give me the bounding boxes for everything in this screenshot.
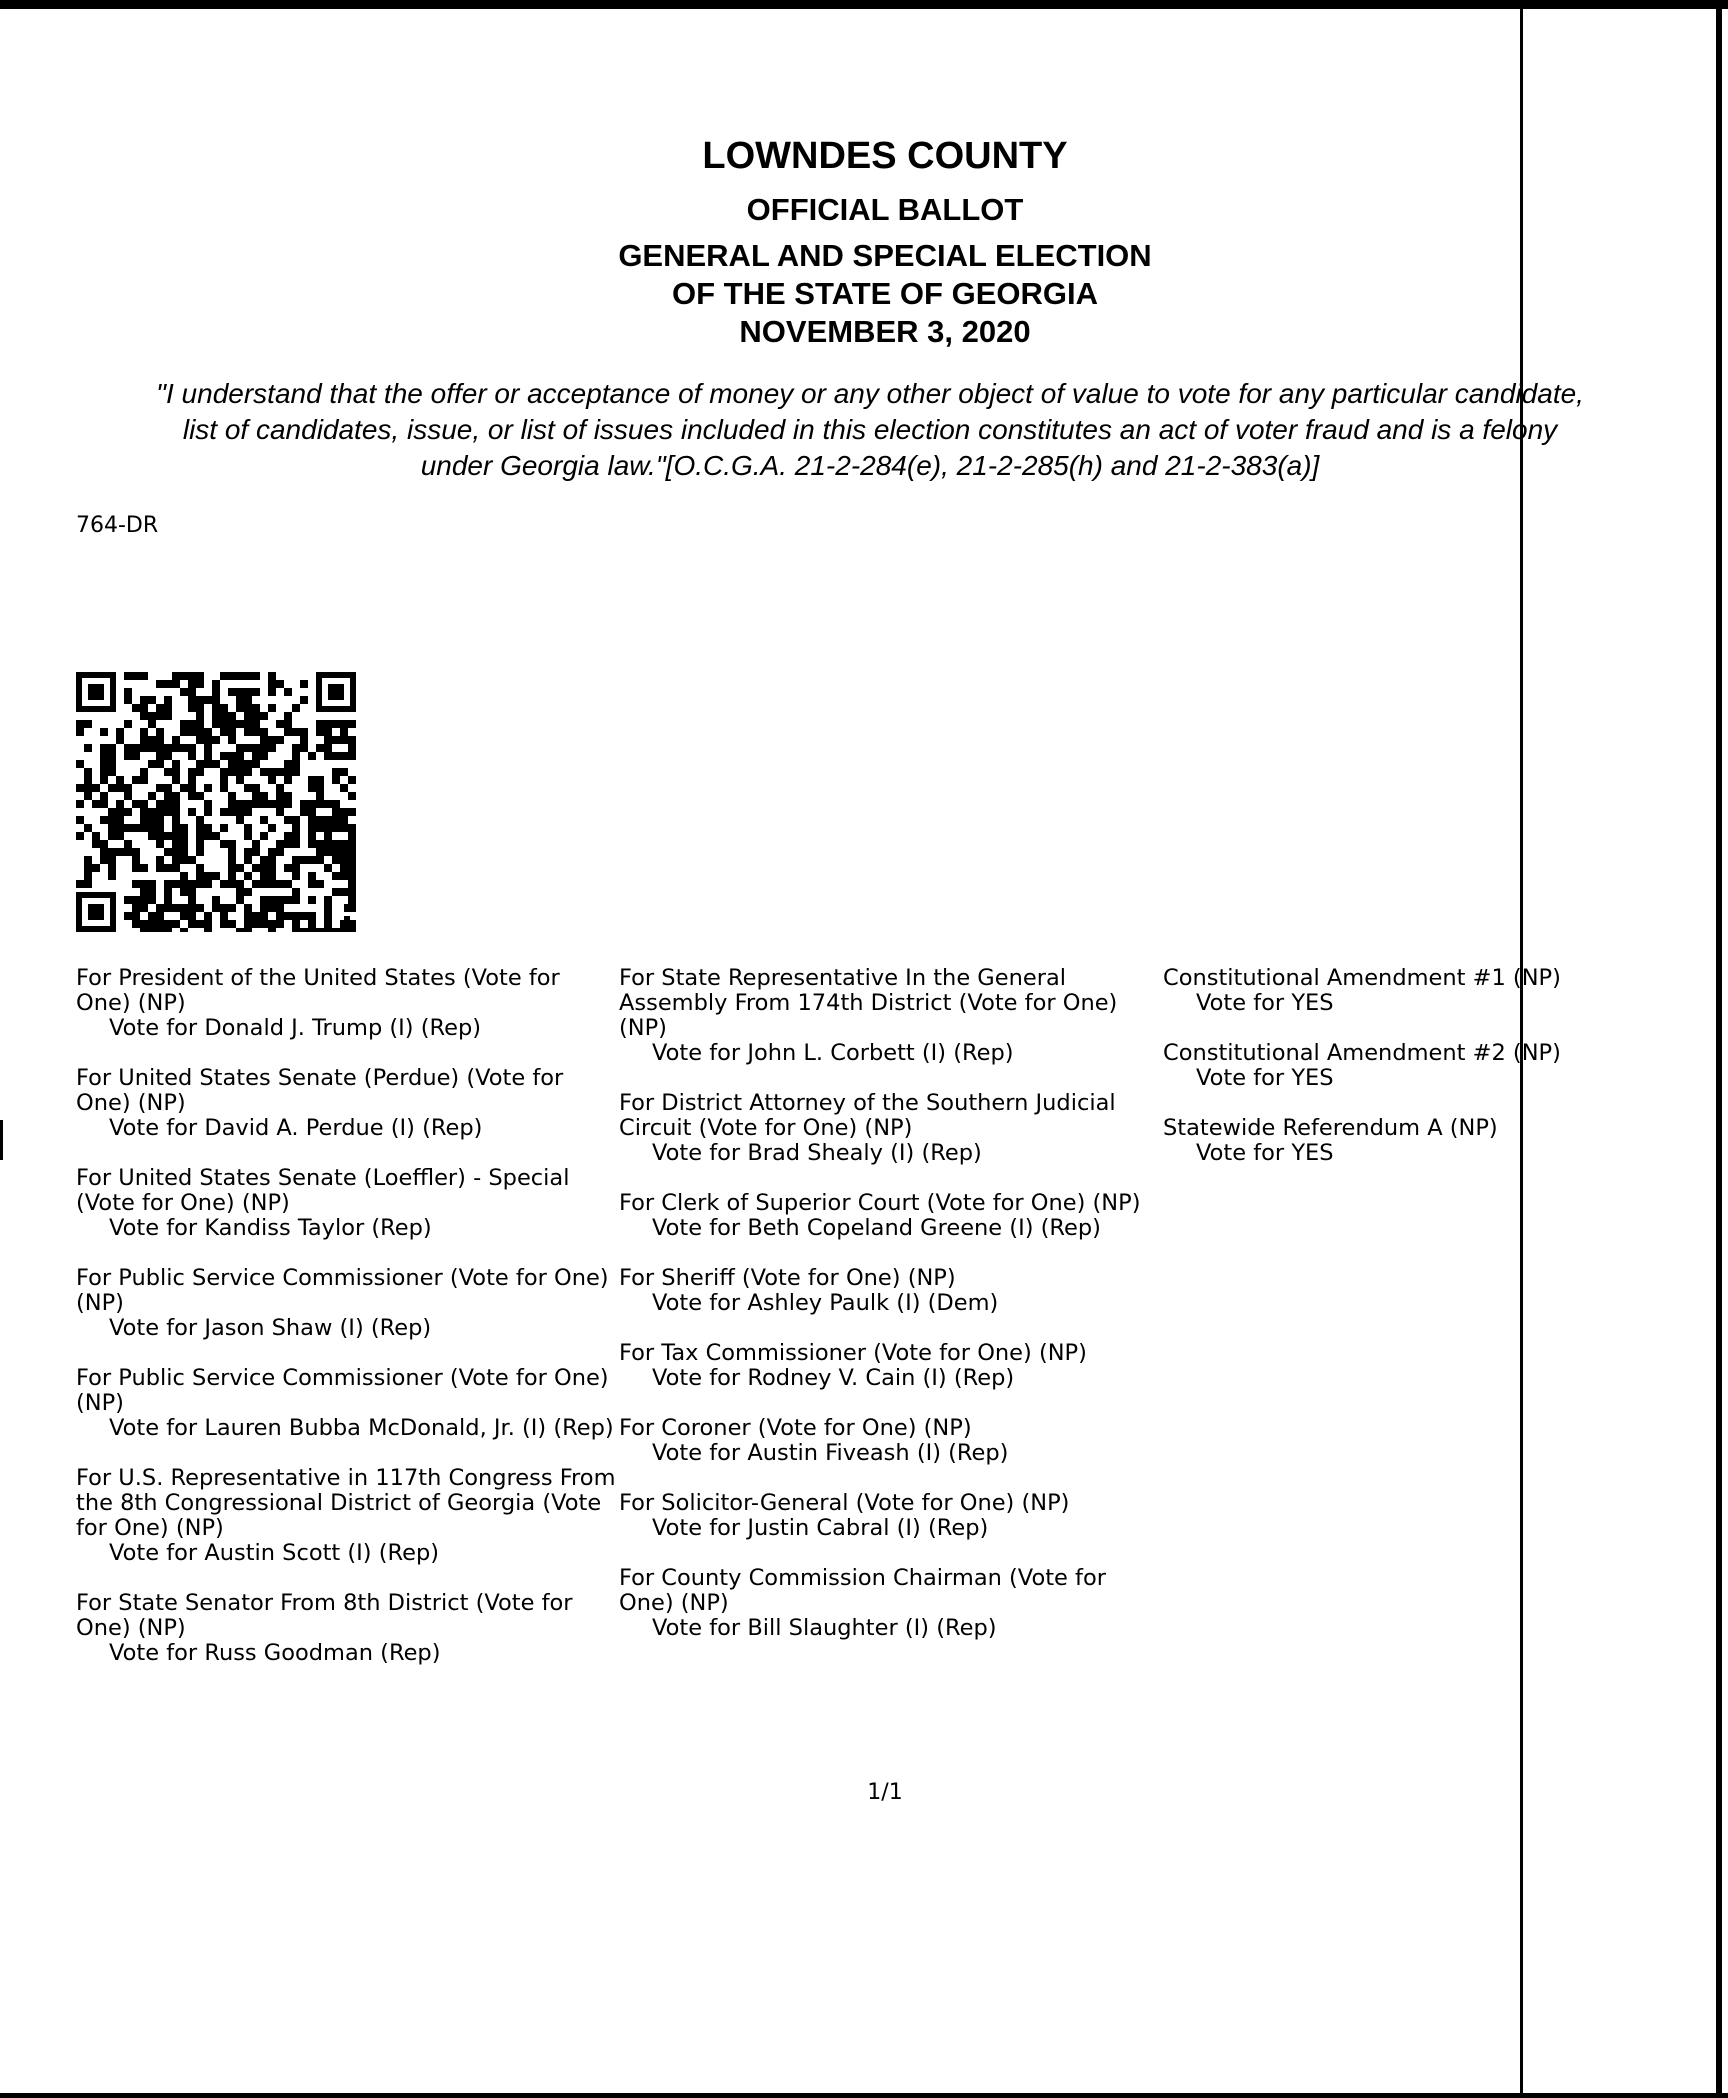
race-title: For Clerk of Superior Court (Vote for One) (NP) — [619, 1190, 1141, 1216]
qr-modules — [76, 672, 356, 932]
ballot-race — [76, 1366, 616, 1441]
race-selection: Vote for Lauren Bubba McDonald, Jr. (I) (Rep) — [109, 1415, 614, 1441]
left-edge-mark — [0, 1120, 3, 1160]
race-selection: Vote for Russ Goodman (Rep) — [109, 1640, 441, 1666]
ballot-race — [76, 1266, 616, 1341]
ballot-race — [619, 1191, 1159, 1241]
race-selection: Vote for Bill Slaughter (I) (Rep) — [652, 1615, 997, 1641]
ballot-race — [76, 1466, 616, 1566]
race-title: For Solicitor-General (Vote for One) (NP) — [619, 1490, 1070, 1516]
race-title: Constitutional Amendment #1 (NP) — [1163, 965, 1561, 991]
race-selection: Vote for Beth Copeland Greene (I) (Rep) — [652, 1215, 1101, 1241]
ballot-style-code: 764-DR — [76, 513, 159, 538]
county-title: LOWNDES COUNTY — [702, 135, 1068, 177]
ballot-race — [619, 1566, 1159, 1641]
ballot-column-3 — [1163, 966, 1703, 1191]
race-title: For Public Service Commissioner (Vote for One) (NP) — [76, 1265, 609, 1316]
race-selection: Vote for Jason Shaw (I) (Rep) — [109, 1315, 432, 1341]
bottom-border — [0, 2093, 1728, 2098]
race-selection: Vote for Donald J. Trump (I) (Rep) — [109, 1015, 482, 1041]
race-title: For District Attorney of the Southern Judicial Circuit (Vote for One) (NP) — [619, 1090, 1116, 1141]
ballot-race — [1163, 1116, 1703, 1166]
ballot-race — [76, 1591, 616, 1666]
ballot-race — [1163, 966, 1703, 1016]
oath-line: list of candidates, issue, or list of issues included in this election constitutes an act of voter fraud and is a felony — [182, 414, 1558, 445]
race-selection: Vote for Austin Scott (I) (Rep) — [109, 1540, 440, 1566]
race-title: For United States Senate (Loeffler) - Special (Vote for One) (NP) — [76, 1165, 570, 1216]
election-name-line1: GENERAL AND SPECIAL ELECTION — [618, 238, 1152, 273]
race-title: For United States Senate (Perdue) (Vote for One) (NP) — [76, 1065, 564, 1116]
race-selection: Vote for Rodney V. Cain (I) (Rep) — [652, 1365, 1015, 1391]
race-title: For Public Service Commissioner (Vote for One) (NP) — [76, 1365, 609, 1416]
race-title: For Coroner (Vote for One) (NP) — [619, 1415, 972, 1441]
page-number: 1/1 — [867, 1780, 903, 1805]
qr-finder-top-right — [316, 672, 356, 712]
ballot-race — [76, 966, 616, 1041]
ballot-column-2 — [619, 966, 1159, 1666]
voter-oath — [60, 376, 1680, 484]
race-title: For County Commission Chairman (Vote for One) (NP) — [619, 1565, 1106, 1616]
qr-finder-bottom-left — [76, 892, 116, 932]
race-selection: Vote for YES — [1196, 990, 1334, 1016]
race-title: Statewide Referendum A (NP) — [1163, 1115, 1498, 1141]
ballot-race — [619, 1266, 1159, 1316]
ballot-column-1 — [76, 966, 616, 1691]
race-title: For Sheriff (Vote for One) (NP) — [619, 1265, 956, 1291]
race-selection: Vote for John L. Corbett (I) (Rep) — [652, 1040, 1014, 1066]
race-title: For President of the United States (Vote for One) (NP) — [76, 965, 560, 1016]
ballot-race — [1163, 1041, 1703, 1091]
ballot-race — [619, 1416, 1159, 1466]
ballot-race — [619, 1491, 1159, 1541]
race-title: For State Senator From 8th District (Vote for One) (NP) — [76, 1590, 573, 1641]
race-title: For Tax Commissioner (Vote for One) (NP) — [619, 1340, 1087, 1366]
race-selection: Vote for David A. Perdue (I) (Rep) — [109, 1115, 483, 1141]
ballot-race — [619, 1341, 1159, 1391]
race-title: For State Representative In the General Assembly From 174th District (Vote for One) (NP) — [619, 965, 1118, 1041]
ballot-header — [0, 128, 1728, 350]
ballot-type: OFFICIAL BALLOT — [746, 192, 1024, 227]
qr-finder-top-left — [76, 672, 116, 712]
ballot-race — [76, 1066, 616, 1141]
election-name-line2: OF THE STATE OF GEORGIA — [672, 276, 1098, 311]
race-selection: Vote for Austin Fiveash (I) (Rep) — [652, 1440, 1009, 1466]
ballot-race — [76, 1166, 616, 1241]
qr-code — [76, 672, 356, 932]
race-selection: Vote for Kandiss Taylor (Rep) — [109, 1215, 432, 1241]
race-selection: Vote for YES — [1196, 1140, 1334, 1166]
ballot-race — [619, 966, 1159, 1066]
race-selection: Vote for Brad Shealy (I) (Rep) — [652, 1140, 982, 1166]
race-selection: Vote for Ashley Paulk (I) (Dem) — [652, 1290, 999, 1316]
top-border — [0, 0, 1728, 9]
oath-line: "I understand that the offer or acceptance of money or any other object of value to vote for any particular candidate, — [156, 378, 1584, 409]
race-selection: Vote for Justin Cabral (I) (Rep) — [652, 1515, 989, 1541]
election-date: NOVEMBER 3, 2020 — [739, 314, 1031, 349]
race-selection: Vote for YES — [1196, 1065, 1334, 1091]
ballot-race — [619, 1091, 1159, 1166]
race-title: Constitutional Amendment #2 (NP) — [1163, 1040, 1561, 1066]
race-title: For U.S. Representative in 117th Congress From the 8th Congressional District of Georgia (Vote for One) (NP) — [76, 1465, 616, 1541]
oath-line: under Georgia law."[O.C.G.A. 21-2-284(e), 21-2-285(h) and 21-2-383(a)] — [420, 450, 1320, 481]
